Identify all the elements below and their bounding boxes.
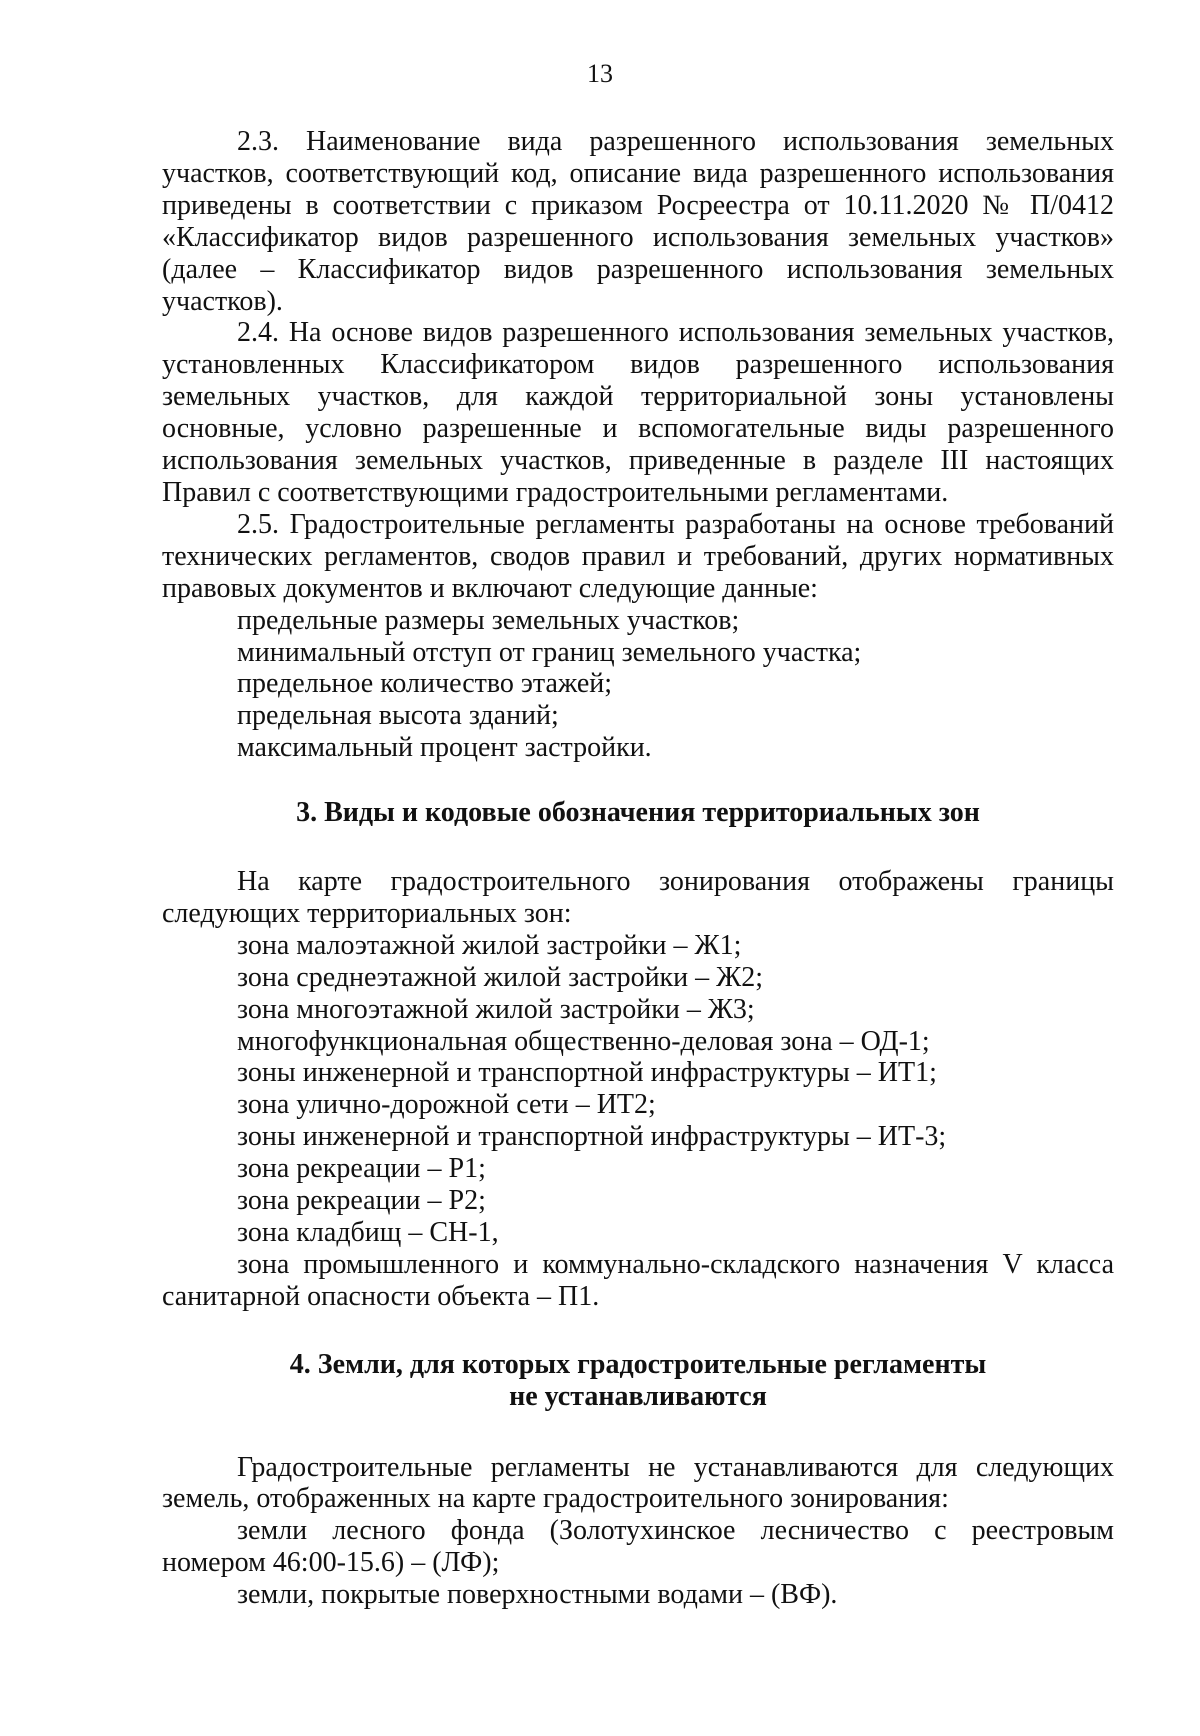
zone-item: зона улично-дорожной сети – ИТ2; [237,1089,656,1121]
land-item-forest: земли лесного фонда (Золотухинское лесничество с реестровым номером 46:00-15.6) – (ЛФ); [162,1515,1114,1579]
section-3-heading: 3. Виды и кодовые обозначения территориальных зон [296,797,980,829]
list-item: минимальный отступ от границ земельного участка; [237,636,862,668]
zone-item: зона малоэтажной жилой застройки – Ж1; [237,929,742,961]
list-item: максимальный процент застройки. [237,732,652,764]
list-item: предельные размеры земельных участков; [237,604,740,636]
land-item-water: земли, покрытые поверхностными водами – (ВФ). [237,1579,838,1611]
zone-item: зоны инженерной и транспортной инфраструктуры – ИТ-3; [237,1121,947,1153]
paragraph-2-4: 2.4. На основе видов разрешенного использования земельных участков, установленных Классификатором видов разрешенного использования земельных участков, для каждой территориальной зоны установлены основные, условно разрешенные и вспомогательные виды разрешенного использования земельных участков, приведенные в разделе III настоящих Правил с соответствующими градостроительными регламентами. [162,317,1114,508]
list-item: предельная высота зданий; [237,700,559,732]
zone-item: зона рекреации – Р1; [237,1153,486,1185]
zone-item-last: зона промышленного и коммунально-складского назначения V класса санитарной опасности объекта – П1. [162,1248,1114,1312]
zone-item: зона среднеэтажной жилой застройки – Ж2; [237,961,764,993]
paragraph-2-5: 2.5. Градостроительные регламенты разработаны на основе требований технических регламентов, сводов правил и требований, других нормативных правовых документов и включают следующие данные: [162,508,1114,604]
page-number: 13 [587,59,613,88]
list-item: предельное количество этажей; [237,668,613,700]
section-3-intro: На карте градостроительного зонирования отображены границы следующих территориальных зон: [162,866,1114,929]
zone-item: многофункциональная общественно-деловая зона – ОД-1; [237,1025,930,1057]
zone-item: зона кладбищ – СН-1, [237,1217,499,1248]
section-4-heading-line1: 4. Земли, для которых градостроительные регламенты [289,1348,987,1380]
section-4-heading-line2: не устанавливаются [509,1380,767,1412]
section-4-intro: Градостроительные регламенты не устанавливаются для следующих земель, отображенных на карте градостроительного зонирования: [162,1451,1114,1515]
zone-item: зона многоэтажной жилой застройки – Ж3; [237,993,755,1025]
document-body [162,126,1114,1611]
paragraph-2-3: 2.3. Наименование вида разрешенного использования земельных участков, соответствующий код, описание вида разрешенного использования приведены в соответствии с приказом Росреестра от 10.11.2020 № П/0412 «Классификатор видов разрешенного использования земельных участков» (далее – Классификатор видов разрешенного использования земельных участков). [162,126,1114,317]
zone-item: зона рекреации – Р2; [237,1185,486,1217]
zone-item: зоны инженерной и транспортной инфраструктуры – ИТ1; [237,1057,937,1089]
